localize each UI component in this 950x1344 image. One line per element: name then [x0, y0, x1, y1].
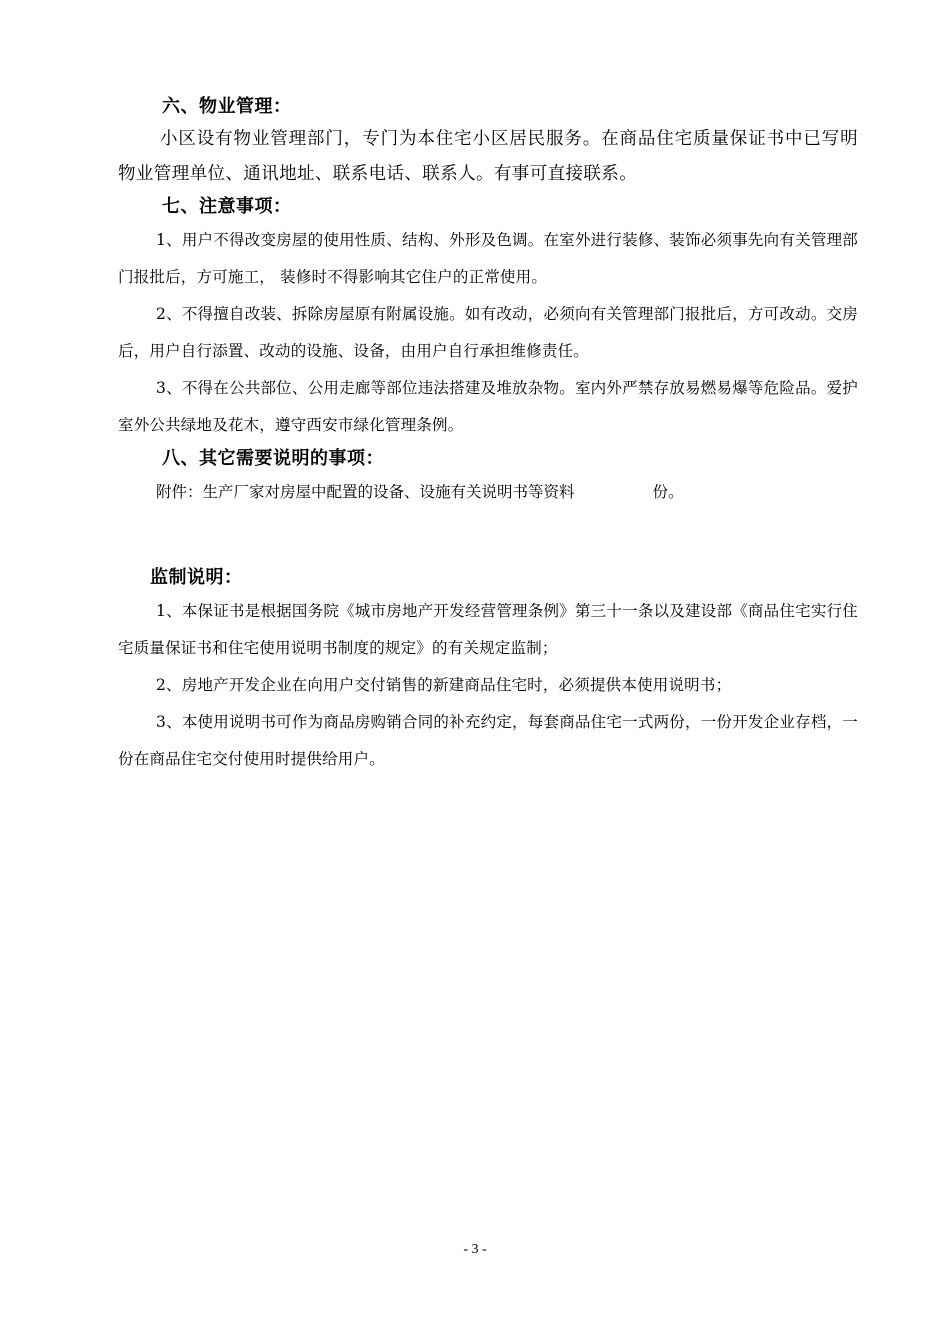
property-management-paragraph: 小区设有物业管理部门，专门为本住宅小区居民服务。在商品住宅质量保证书中已写明物业管理单位、通讯地址、联系电话、联系人。有事可直接联系。	[118, 129, 858, 184]
document-body	[118, 92, 858, 778]
supervision-item-1: 1、本保证书是根据国务院《城市房地产开发经营管理条例》第三十一条以及建设部《商品住宅实行住宅质量保证书和住宅使用说明书制度的规定》的有关规定监制；	[118, 602, 858, 657]
supervision-item-2: 2、房地产开发企业在向用户交付销售的新建商品住宅时，必须提供本使用说明书；	[156, 676, 732, 694]
page-number: - 3 -	[463, 1242, 487, 1257]
section-heading-property-management: 六、物业管理：	[162, 96, 292, 117]
supervision-item-3: 3、本使用说明书可作为商品房购销合同的补充约定，每套商品住宅一式两份，一份开发企业存档，一份在商品住宅交付使用时提供给用户。	[118, 713, 858, 768]
section-heading-notices: 七、注意事项：	[162, 196, 292, 217]
notice-item-2: 2、不得擅自改装、拆除房屋原有附属设施。如有改动，必须向有关管理部门报批后，方可改动。交房后，用户自行添置、改动的设施、设备，由用户自行承担维修责任。	[118, 305, 858, 360]
notice-item-3: 3、不得在公共部位、公用走廊等部位违法搭建及堆放杂物。室内外严禁存放易燃易爆等危险品。爱护室外公共绿地及花木，遵守西安市绿化管理条例。	[118, 379, 858, 434]
section-heading-supervision: 监制说明：	[150, 567, 243, 588]
notice-item-1: 1、用户不得改变房屋的使用性质、结构、外形及色调。在室外进行装修、装饰必须事先向有关管理部门报批后，方可施工， 装修时不得影响其它住户的正常使用。	[118, 231, 858, 286]
attachment-line	[118, 474, 858, 511]
section-heading-other-matters: 八、其它需要说明的事项：	[162, 448, 384, 469]
attachment-unit: 份。	[652, 483, 684, 501]
attachment-text: 附件：生产厂家对房屋中配置的设备、设施有关说明书等资料	[156, 483, 575, 501]
section-spacer	[118, 511, 858, 563]
